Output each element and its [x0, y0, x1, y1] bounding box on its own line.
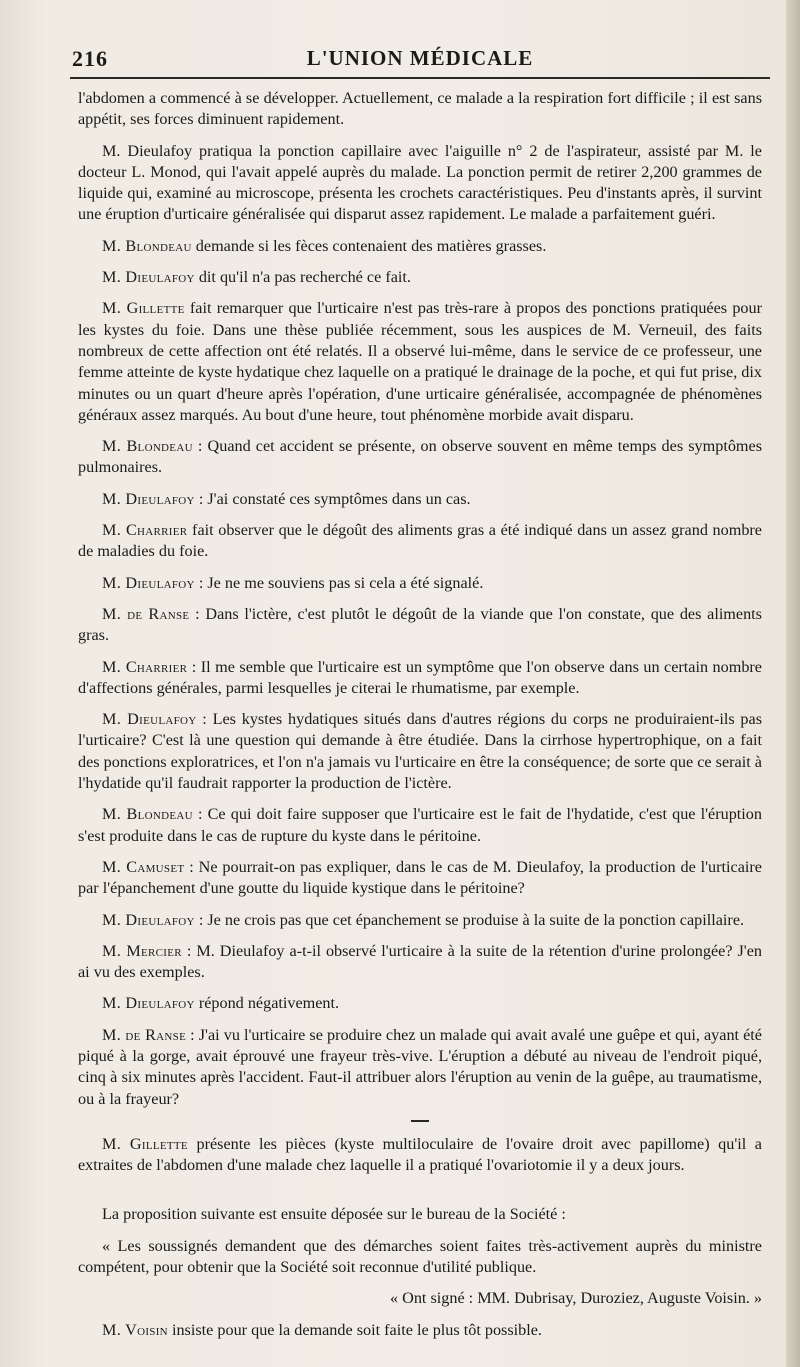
- paragraph-text: : Je ne crois pas que cet épanchement se produise à la suite de la ponction capillaire.: [194, 910, 745, 929]
- speaker-name: M. Blondeau: [102, 437, 193, 456]
- paragraph-text: : Quand cet accident se présente, on observe souvent en même temps des symptômes pulmonaires.: [78, 437, 762, 477]
- paragraph-text: : Dans l'ictère, c'est plutôt le dégoût de la viande que l'on constate, que des aliments gras.: [78, 604, 762, 645]
- paragraph: [78, 1025, 762, 1110]
- paragraph: [78, 489, 762, 510]
- paragraph: [78, 298, 762, 426]
- paragraph: [78, 709, 762, 794]
- page-number: 216: [72, 46, 108, 71]
- speaker-name: M. de Ranse: [102, 1025, 187, 1044]
- paragraph-text: : M. Dieulafoy a-t-il observé l'urticaire à la suite de la rétention d'urine prolongée? J'en ai vu des exemples.: [78, 941, 762, 982]
- paragraph-text: présente les pièces (kyste multiloculaire de l'ovaire droit avec papillome) qu'il a extraites de l'abdomen d'une malade chez laquelle il a pratiqué l'ovariotomie il y a deux jours.: [78, 1134, 762, 1175]
- speaker-name: M. Gillette: [102, 1134, 188, 1153]
- paragraph-text: fait observer que le dégoût des aliments gras a été indiqué dans un assez grand nombre de maladies du foie.: [78, 521, 762, 561]
- speaker-name: M. Charrier: [102, 521, 188, 540]
- paragraph: [78, 141, 762, 226]
- paragraph: [78, 1236, 762, 1279]
- paragraph-text: l'abdomen a commencé à se développer. Actuellement, ce malade a la respiration fort difficile ; il est sans appétit, ses forces diminuent rapidement.: [78, 89, 762, 129]
- paragraph-text: : Je ne me souviens pas si cela a été signalé.: [194, 573, 484, 592]
- paragraph-text: : Les kystes hydatiques situés dans d'autres régions du corps ne produiraient-ils pas l'urticaire? C'est là une question qui demande à être étudiée. Dans la cirrhose hypertrophique, on a fait des ponctions exploratrices, et l'on n'a jamais vu l'urticaire en être la conséquence; de sorte que ce serait à l'hydatide qu'il faudrait rapporter la production de l'ictère.: [78, 710, 762, 793]
- paragraph-text: La proposition suivante est ensuite déposée sur le bureau de la Société :: [102, 1205, 566, 1224]
- paragraph: [78, 573, 762, 594]
- paragraph: [78, 993, 762, 1014]
- paragraph: [78, 1320, 762, 1341]
- page-body: [78, 88, 762, 1351]
- paragraph-text: M. Dieulafoy pratiqua la ponction capillaire avec l'aiguille n° 2 de l'aspirateur, assisté par M. le docteur L. Monod, qui l'avait appelé auprès du malade. La ponction permit de retirer 2,200 grammes de liquide qui, examiné au microscope, présenta les crochets caractéristiques. Peu d'instants après, il survint une éruption d'urticaire généralisée qui disparut assez rapidement. Le malade a parfaitement guéri.: [78, 141, 762, 224]
- paragraph: [78, 436, 762, 479]
- speaker-name: M. Gillette: [102, 299, 185, 318]
- paragraph-text: « Ont signé : MM. Dubrisay, Duroziez, Auguste Voisin. »: [390, 1289, 762, 1308]
- speaker-name: M. Dieulafoy: [102, 710, 197, 729]
- paragraph-text: : Ce qui doit faire supposer que l'urticaire est le fait de l'hydatide, c'est que l'éruption s'est produite dans le cas de rupture du kyste dans le péritoine.: [78, 805, 762, 845]
- signature-line: [78, 1288, 762, 1309]
- speaker-name: M. de Ranse: [102, 604, 190, 623]
- paragraph-text: fait remarquer que l'urticaire n'est pas très-rare à propos des ponctions pratiquées pour les kystes du foie. Dans une thèse publiée récemment, sous les auspices de M. Verneuil, des faits nombreux de cette affection ont été relatés. Il a observé lui-même, dans le service de ce professeur, une femme atteinte de kyste hydatique chez laquelle on a pratiqué le drainage de la poche, et qui fut prise, dix minutes ou un quart d'heure après l'opération, d'une urticaire généralisée, accompagnée de phénomènes généraux assez marqués. Au bout d'une heure, tout phénomène morbide avait disparu.: [78, 299, 762, 424]
- speaker-name: M. Dieulafoy: [102, 489, 195, 508]
- speaker-name: M. Mercier: [102, 941, 182, 960]
- paragraph: [78, 520, 762, 563]
- header-rule: [70, 77, 770, 79]
- page-edge-shadow: [786, 0, 800, 1367]
- paragraph: [78, 88, 762, 131]
- paragraph-text: : Il me semble que l'urticaire est un symptôme que l'on observe dans un certain nombre d'affections générales, parmi lesquelles je citerai le rhumatisme, par exemple.: [78, 657, 762, 697]
- speaker-name: M. Dieulafoy: [102, 573, 195, 592]
- paragraph-text: demande si les fèces contenaient des matières grasses.: [191, 236, 547, 255]
- speaker-name: M. Blondeau: [102, 236, 192, 255]
- paragraph-text: : J'ai constaté ces symptômes dans un cas.: [194, 489, 471, 508]
- speaker-name: M. Dieulafoy: [102, 910, 195, 929]
- paragraph: [78, 236, 762, 257]
- paragraph: [78, 267, 762, 288]
- speaker-name: M. Charrier: [102, 657, 188, 676]
- paragraph-text: répond négativement.: [194, 994, 340, 1013]
- paragraph-text: dit qu'il n'a pas recherché ce fait.: [194, 268, 411, 287]
- paragraph: [78, 1134, 762, 1177]
- speaker-name: M. Dieulafoy: [102, 268, 195, 287]
- section-separator: [411, 1120, 429, 1122]
- spacer: [78, 1186, 762, 1204]
- paragraph: [78, 1204, 762, 1225]
- paragraph: [78, 657, 762, 700]
- speaker-name: M. Voisin: [102, 1320, 168, 1339]
- paragraph: [78, 941, 762, 984]
- paragraph: [78, 604, 762, 647]
- paragraph: [78, 804, 762, 847]
- paragraph-text: insiste pour que la demande soit faite le plus tôt possible.: [167, 1320, 542, 1339]
- speaker-name: M. Blondeau: [102, 805, 193, 824]
- paragraph-text: : J'ai vu l'urticaire se produire chez un malade qui avait avalé une guêpe et qui, ayant été piqué à la gorge, avait éprouvé une frayeur très-vive. L'éruption a débuté au niveau de l'endroit piqué, cinq à six minutes après l'accident. Faut-il attribuer alors l'éruption au venin de la guêpe, au traumatisme, ou à la frayeur?: [78, 1025, 762, 1108]
- paragraph-text: « Les soussignés demandent que des démarches soient faites très-activement auprès du ministre compétent, pour obtenir que la Société soit reconnue d'utilité publique.: [78, 1236, 762, 1277]
- paragraph: [78, 910, 762, 931]
- speaker-name: M. Camuset: [102, 857, 185, 876]
- page-header: [70, 44, 770, 76]
- speaker-name: M. Dieulafoy: [102, 994, 195, 1013]
- running-title: L'UNION MÉDICALE: [306, 46, 534, 70]
- paragraph-text: : Ne pourrait-on pas expliquer, dans le cas de M. Dieulafoy, la production de l'urticaire par l'épanchement d'une goutte du liquide kystique dans le péritoine?: [78, 857, 762, 898]
- paragraph: [78, 857, 762, 900]
